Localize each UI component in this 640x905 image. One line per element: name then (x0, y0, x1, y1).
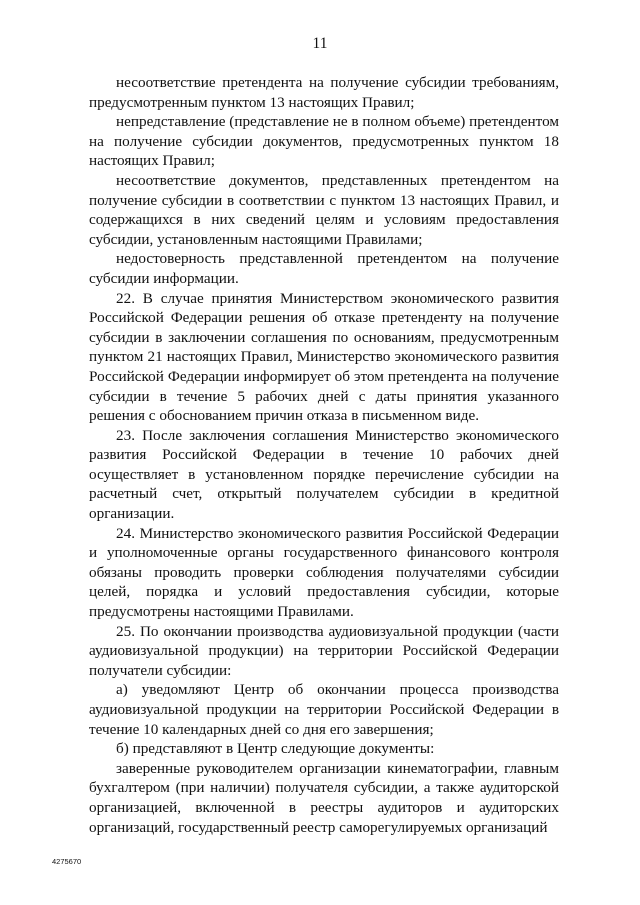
footer-document-code: 4275670 (52, 857, 82, 866)
paragraph-documents-mismatch: несоответствие документов, представленных претендентом на получение субсидии в соответствии с пунктом 13 настоящих Правил, и содержащихся в них сведений целям и условиям предоставления субсидии, установленным настоящими Правилами; (89, 171, 559, 248)
paragraph-23: 23. После заключения соглашения Министерство экономического развития Российской Федерации в течение 10 рабочих дней осуществляет в установленном порядке перечисление субсидии на расчетный счет, открытый получателем субсидии в кредитной организации. (89, 426, 559, 523)
document-body (89, 73, 559, 837)
paragraph-25: 25. По окончании производства аудиовизуальной продукции (части аудиовизуальной продукции) на территории Российской Федерации получатели субсидии: (89, 622, 559, 679)
paragraph-requirements-mismatch: несоответствие претендента на получение субсидии требованиям, предусмотренным пунктом 13 настоящих Правил; (89, 74, 559, 111)
paragraph-certified-documents: заверенные руководителем организации кинематографии, главным бухгалтером (при наличии) получателя субсидии, а также аудиторской организацией, включенной в реестры аудиторов и аудиторских организаций, государственный реестр саморегулируемых организаций (89, 759, 559, 836)
paragraph-unreliable-information: недостоверность представленной претендентом на получение субсидии информации. (89, 250, 559, 287)
paragraph-24: 24. Министерство экономического развития Российской Федерации и уполномоченные органы государственного финансового контроля обязаны проводить проверки соблюдения получателями субсидии целей, порядка и условий предоставления субсидии, которые предусмотрены настоящими Правилами. (89, 524, 559, 621)
paragraph-documents-not-submitted: непредставление (представление не в полном объеме) претендентом на получение субсидии документов, предусмотренных пунктом 18 настоящих Правил; (89, 113, 559, 170)
paragraph-25-b: б) представляют в Центр следующие документы: (116, 740, 435, 758)
paragraph-22: 22. В случае принятия Министерством экономического развития Российской Федерации решения об отказе претенденту на получение субсидии в заключении соглашения по основаниям, предусмотренным пунктом 21 настоящих Правил, Министерство экономического развития Российской Федерации информирует об этом претендента на получение субсидии в течение 5 рабочих дней с даты принятия указанного решения с обоснованием причин отказа в письменном виде. (89, 289, 559, 425)
page-number: 11 (312, 35, 328, 52)
paragraph-25-a: а) уведомляют Центр об окончании процесса производства аудиовизуальной продукции на территории Российской Федерации в течение 10 календарных дней со дня его завершения; (89, 681, 559, 738)
